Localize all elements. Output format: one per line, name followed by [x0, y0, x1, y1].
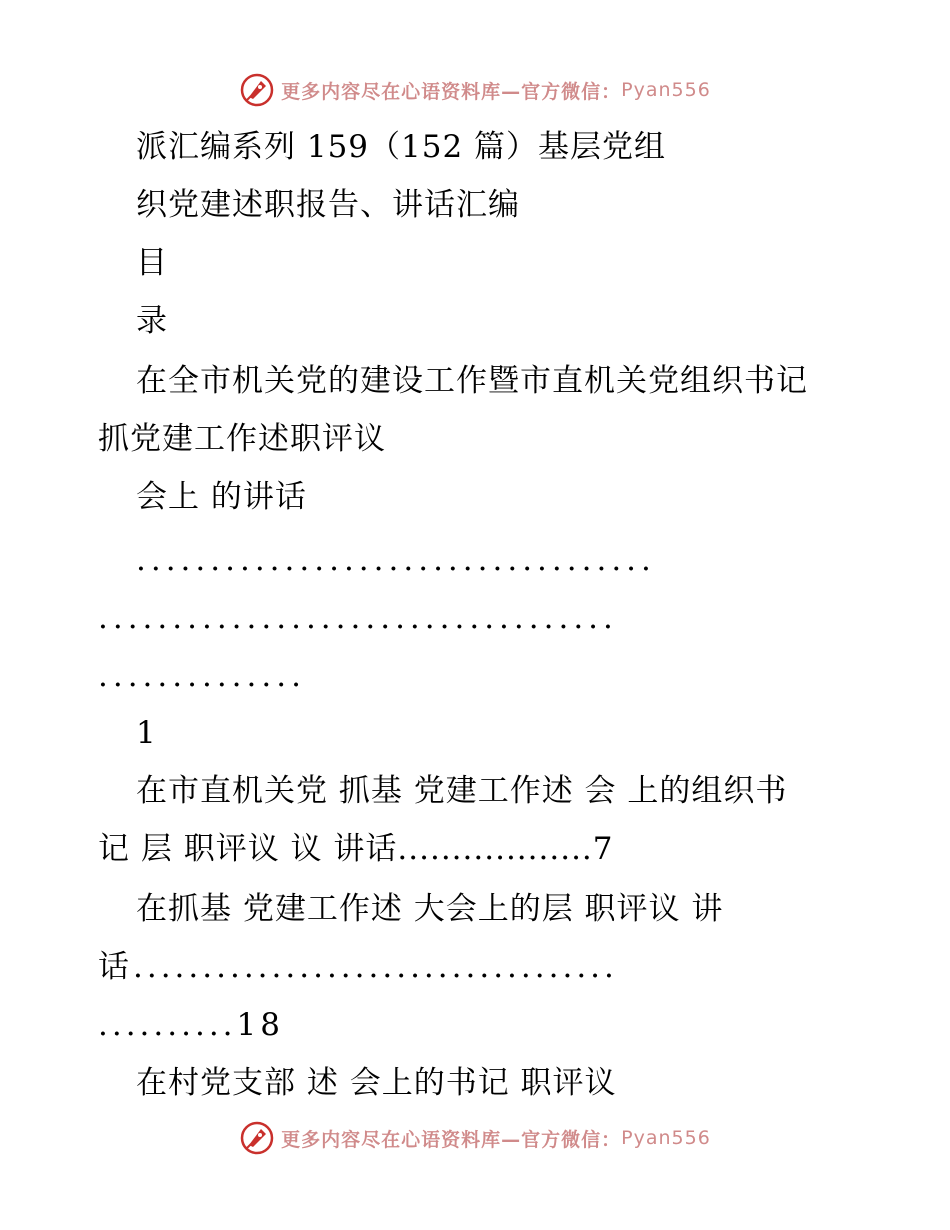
toc-entry-3-line-2: 话................................... [98, 949, 618, 985]
banner-slogan: 更多内容尽在心语资料库—官方微信： [281, 80, 622, 103]
banner-wechat-id: Pyan556 [621, 79, 711, 101]
pen-nib-logo-icon [239, 1120, 275, 1156]
toc-entry-1-page-number: 1 [136, 715, 157, 751]
toc-entry-3-line-1: 在抓基 党建工作述 大会上的层 职评议 讲 [136, 891, 724, 927]
toc-entry-4-line-1: 在村党支部 述 会上的书记 职评议 [136, 1065, 617, 1101]
toc-entry-1-line-2: 抓党建工作述职评议 [98, 421, 386, 457]
toc-entry-2-line-2: 记 层 职评议 议 讲话..................7 [98, 831, 614, 867]
toc-entry-1-leader-dots-3: .............. [98, 658, 306, 694]
document-title-line-1: 派汇编系列 159（152 篇）基层党组 [136, 129, 667, 165]
banner-slogan: 更多内容尽在心语资料库—官方微信： [281, 1128, 622, 1151]
toc-heading-1: 目 [136, 245, 168, 281]
toc-entry-3-line-3: ..........18 [98, 1007, 284, 1043]
toc-heading-2: 录 [136, 303, 168, 339]
toc-entry-1-leader-dots-2: ................................... [98, 600, 618, 636]
header-banner [0, 70, 950, 110]
toc-entry-1-leader-dots-1: ................................... [136, 542, 656, 578]
toc-entry-2-line-1: 在市直机关党 抓基 党建工作述 会 上的组织书 [136, 773, 788, 809]
footer-banner [0, 1118, 950, 1158]
toc-entry-1-line-3: 会上 的讲话 [136, 479, 307, 515]
banner-wechat-id: Pyan556 [621, 1127, 711, 1149]
pen-nib-logo-icon [239, 72, 275, 108]
document-title-line-2: 织党建述职报告、讲话汇编 [136, 187, 520, 223]
toc-entry-1-line-1: 在全市机关党的建设工作暨市直机关党组织书记 [136, 363, 808, 399]
